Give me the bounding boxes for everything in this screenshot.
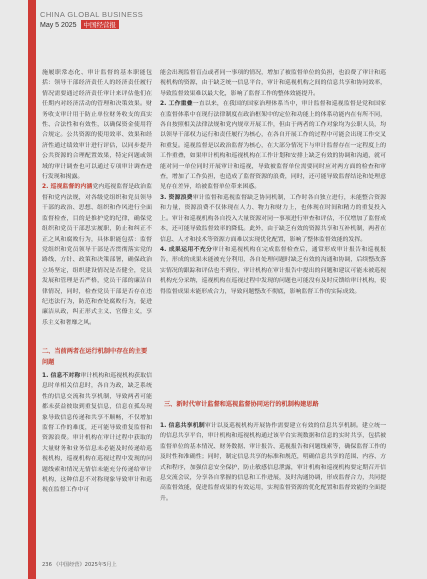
publication-badge: 中国经营报	[81, 20, 120, 29]
page-header	[40, 10, 143, 29]
right-paragraph-waste-text: 审计监督和巡视监督缺乏协同机制，工作时各自独立进行，未能整合资源和力量，资源浪费不仅体现在人力、物力和财力上，也体现在时间和精力的重复投入上。审计和巡视机构各自投入大量资源对同一事项进行审查和评估，不仅增加了监督成本，还可能导致监督效率的降低。此外，由于缺乏有效的资源共享和互补机制，两者在信息、人才和技术等资源方面难以实现优化配置，影响了整体监督效能的发挥。	[160, 194, 387, 243]
left-paragraph-info-text: 审计机构和巡视机构获取信息时单相关信息时，各自为政，缺乏系统性的信息交流和共享机制，导致两者可能都未获益彼取到重复信息，信息在孤岛现象导致信息传递和共享不顺畅，不仅增加监督工作的难度，还可能导致重复监督和资源浪费。审计机构在审计过程中获取的大量财务和业务信息未必能及时传递给巡视机构，巡视机构在巡视过程中发现的问题线索和情况无情信未能充分传递给审计机构，这种信息不对称现象导致审计和巡视在监督工作中可	[42, 373, 152, 494]
right-paragraph-results-text: 审计和巡视机构在完成监督检查后，通常形成审计报告和巡视报告，形成的成果未能被充分利用，各自处理问题时缺乏有效的沟通和协调，后续整改落实情况的跟踪和评估也不到位，审计机构在审计报告中提出的问题和建议可能未被巡视机构充分采纳，巡视机构在巡视过程中发现的问题也可能没有及时反馈给审计机构，使得监督成果未能形成合力，导致问题整改不彻底，影响监督工作的实际成效。	[160, 246, 387, 295]
section-heading-three: 三、新时代审计监督和巡视监督协同运行的机制构建思路	[164, 401, 319, 408]
right-paragraph-results	[160, 245, 386, 297]
publication-name: CHINA GLOBAL BUSINESS	[40, 10, 144, 19]
left-paragraph-info	[42, 371, 152, 496]
subheading-resource-waste: 3. 资源浪费	[160, 194, 193, 201]
right-column	[160, 68, 386, 297]
sidebar-accent-bar	[28, 0, 36, 579]
right-column-bottom	[160, 421, 386, 504]
right-paragraph-overlap-text: 一直以来，在我国的国家治理体系当中，审计监督和巡视监督是党和国家在监督体系中在现行法律制度在政治框架中的定位和功能上的体系功能内在有所不同，各自按照相关法律法规和党内规章开展工作，但由于两者的工作对象均为公职人员，均以领导干部权力运行和责任履行为核心，在各自开展工作的过程中可能会出现工作交叉和重复。巡视监督是以政治监督为核心，在大部分情况下与审计监督存在一定程度上的工作重叠，如果审计机构和巡视机构在工作计划和安排上缺乏有效的协调和沟通，就可能对同一单位同时开展审计和巡视，导致被监督单位需要同时应对两方面的检查和审查，增加了工作负担，也造成了监督资源的浪费，同时，还可能导致监督结论和处理意见存在差异，给被监督单位带来困惑。	[160, 101, 387, 191]
left-paragraph-intro: 施履职常态化、审计监督的基本职能包括：领导干部经济责任人的经济责任履行情况需要通过经济责任审计来评估他们在任期内对经济活动的管理和决策效果。财务收支审计用于防止单位财务收支的真实性、合法性和有效性，以确保资金使用符合规定。公共资源的使用效率、效果和经济性通过绩效审计进行评估，以同步提升公共资源的合理配置效果，特定问题或领域的审计调查也可以通过专项审计调查进行发现和揭露。	[42, 70, 152, 181]
left-column-bottom	[42, 371, 152, 496]
left-paragraph-2	[42, 182, 152, 328]
bottom-paragraph-sharing	[160, 421, 386, 504]
right-paragraph-overlap	[160, 99, 386, 193]
bottom-paragraph-sharing-text: 审计以及巡视机构开展协作需要建立有效的信息共享机制。建立统一的信息共享平台，审计机构和巡视机构通过该平台实现数据和信息的实时共享，包括被监督单位的基本情况、财务数据、审计报告、巡视报告和问题线索等，确保监督工作的及时性和准确性；同时，制定信息共享的标准和规范，明确信息共享的范围、内容、方式和程序，加强信息安全保护，防止敏感信息泄露，审计机构和巡视机构要定期召开信息交流会议，分享各自掌握的信息和工作进展，及时沟通协调，形成监督合力，共同提高监督效能，促进监督成果的有效运用，实现监督资源的优化配置和监督效能的全面提升。	[160, 423, 386, 502]
date-text: May 5 2025	[40, 22, 77, 29]
page-footer: 236 《中国经营》2025年5月上	[42, 562, 117, 568]
publication-date	[40, 20, 143, 29]
left-column-top	[42, 68, 152, 328]
left-subheading-1: 1. 信息不对称	[42, 373, 81, 379]
subheading-work-overlap: 2. 工作重叠	[160, 101, 193, 108]
subheading-results-usage: 4. 成果运用不充分	[160, 246, 213, 253]
right-paragraph-waste	[160, 193, 386, 245]
right-paragraph-intro: 能会出现监督盲点或者同一事项的情况，增加了被监督单位的负担，也浪费了审计和巡视机构的资源，由于缺乏统一信息平台，审计和巡视机构之间的信息共享和协同效率，导致监督效果难以最大化，影响了监督工作的整体效能提升。	[160, 70, 386, 97]
subheading-info-sharing: 1. 信息共享机制	[160, 423, 205, 429]
left-paragraph-2-text: 党内巡视监督是政治监督和党内法规，对各级党组织和党员领导干部的政治、思想、组织和作风进行全面监督检查，目的是推护党的纪律，确保党组织和党员干部思实履职，防止和纠正不正之风和腐败行为，具体职能包括：监督党组织和党员领导干部是否贯彻落实党的路线、方针、政策和决策部署，确保政治立场坚定，组织建设情况是否健全，党员发展和管理是否严格，党员干部的廉洁自律情况，同时，检查党员干部是否存在违纪违法行为，防范和查处腐败行为，促进廉洁从政，纠正形式主义、官僚主义，享乐主义和奢靡之风。	[42, 184, 153, 326]
left-section-heading: 二、当前两者在运行机制中存在的主要问题	[42, 348, 148, 366]
left-subheading-2: 2. 巡视监督的内涵	[42, 184, 93, 191]
